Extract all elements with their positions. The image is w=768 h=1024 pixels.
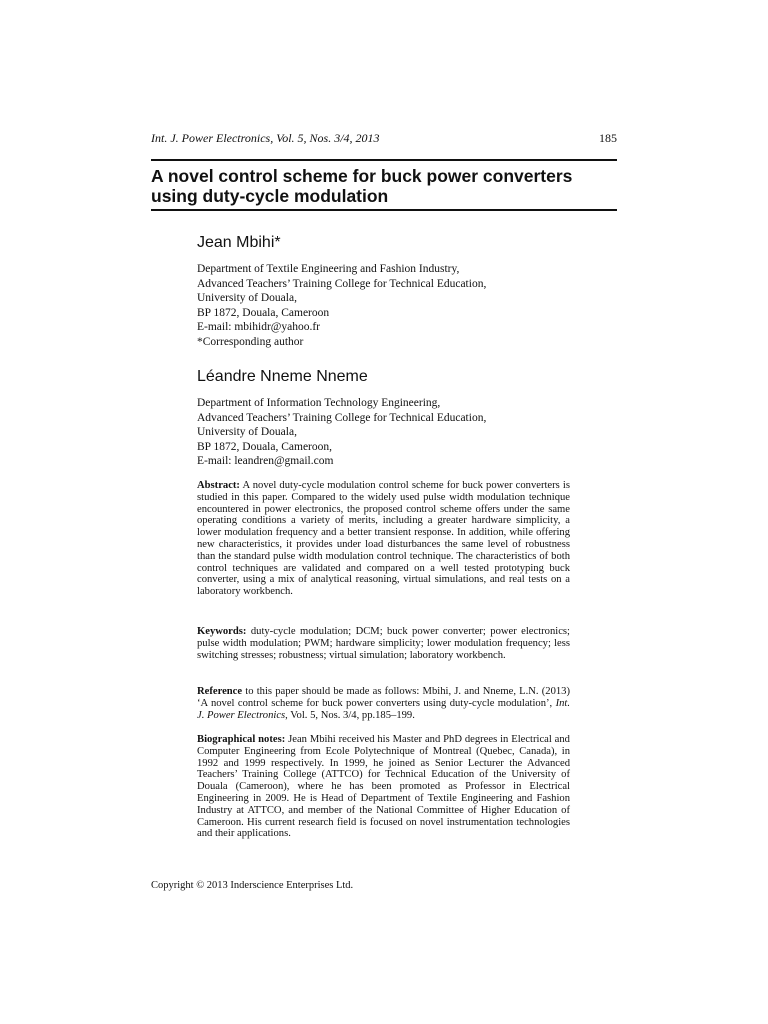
- bio-label: Biographical notes:: [197, 734, 286, 745]
- reference-text: to this paper should be made as follows: Mbihi, J. and Nneme, L.N. (2013) ‘A novel control scheme for buck power converters using duty-cycle modulation’,: [197, 686, 570, 709]
- keywords-label: Keywords:: [197, 626, 247, 637]
- author-name-2: Léandre Nneme Nneme: [197, 368, 368, 385]
- author-affiliation-2: [197, 396, 577, 469]
- affiliation-line: Advanced Teachers’ Training College for Technical Education,: [197, 411, 487, 424]
- bio-text: Jean Mbihi received his Master and PhD degrees in Electrical and Computer Engineering from Ecole Polytechnique of Montreal (Quebec, Canada), in 1992 and 1999 respectively. In 1999, he joined as Senior Lecturer the Advanced Teachers’ Training College (ATTCO) for Technical Education of the University of Douala (Cameroon), where he has been promoted as Professor in Electrical Engineering in 2009. He is Head of Department of Textile Engineering and Fashion Industry at ATTCO, and member of the National Committee of Higher Education of Cameroon. His current research field is focused on novel instrumentation technologies and their applications.: [197, 734, 570, 840]
- title-rule-bottom: [151, 209, 617, 211]
- keywords: [197, 626, 570, 661]
- page-number: 185: [599, 131, 617, 145]
- author-email: E-mail: mbihidr@yahoo.fr: [197, 321, 321, 334]
- paper-title: [151, 166, 631, 206]
- abstract-text: A novel duty-cycle modulation control scheme for buck power converters is studied in this paper. Compared to the widely used pulse width modulation technique encountered in power electronics, the proposed control scheme offers under the same operating conditions a variety of merits, including a greater hardware simplicity, a lower modulation frequency and a better transient response. In addition, while offering new characteristics, it provides under load disturbances the same level of robustness than the standard pulse width modulation control technique. The characteristics of both control techniques are validated and compared on a well tested prototyping buck converter, using a mix of analytical reasoning, virtual simulations, and real tests on a laboratory workbench.: [197, 480, 570, 598]
- affiliation-line: University of Douala,: [197, 426, 297, 439]
- running-head: Int. J. Power Electronics, Vol. 5, Nos. 3/4, 2013: [151, 131, 380, 145]
- reference-details: , Vol. 5, Nos. 3/4, pp.185–199.: [285, 709, 415, 721]
- reference-journal: Int. J. Power Electronics: [197, 697, 570, 721]
- copyright: Copyright © 2013 Inderscience Enterprises Ltd.: [151, 880, 354, 891]
- abstract-label: Abstract:: [197, 480, 240, 491]
- title-rule-top: [151, 159, 617, 161]
- affiliation-line: BP 1872, Douala, Cameroon,: [197, 440, 333, 453]
- affiliation-line: Department of Textile Engineering and Fashion Industry,: [197, 263, 460, 275]
- affiliation-line: Advanced Teachers’ Training College for Technical Education,: [197, 277, 487, 290]
- keywords-text: duty-cycle modulation; DCM; buck power converter; power electronics; pulse width modulation; PWM; hardware simplicity; lower modulation frequency; less switching stresses; robustness; virtual simulation; laboratory workbench.: [197, 626, 570, 661]
- reference: [197, 686, 570, 721]
- biographical-notes: [197, 734, 570, 840]
- affiliation-line: University of Douala,: [197, 292, 297, 305]
- affiliation-line: Department of Information Technology Engineering,: [197, 397, 441, 409]
- author-affiliation-1: [197, 262, 577, 350]
- title-line-1: A novel control scheme for buck power converters: [151, 166, 573, 186]
- author-email: E-mail: leandren@gmail.com: [197, 455, 334, 468]
- corresponding-author-note: *Corresponding author: [197, 335, 304, 348]
- author-name-1: Jean Mbihi*: [197, 234, 281, 251]
- affiliation-line: BP 1872, Douala, Cameroon: [197, 306, 330, 319]
- abstract: [197, 480, 570, 598]
- reference-label: Reference: [197, 686, 243, 697]
- title-line-2: using duty-cycle modulation: [151, 186, 389, 206]
